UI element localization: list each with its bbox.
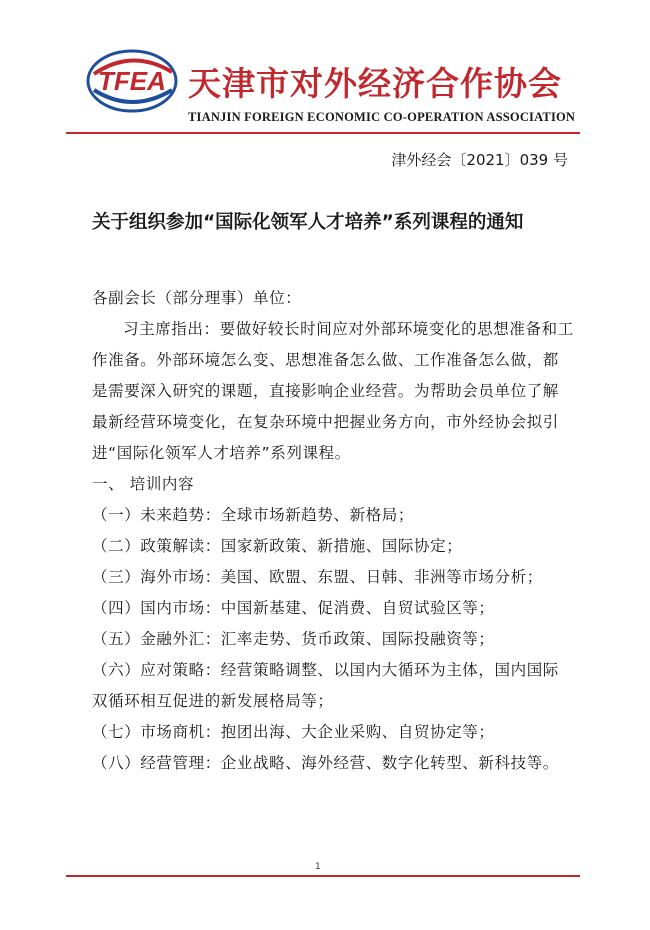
- logo-text: TFEA: [98, 66, 166, 96]
- document-title: 关于组织参加“国际化领军人才培养”系列课程的通知: [92, 212, 524, 233]
- page-number: 1: [315, 862, 321, 872]
- salutation: 各副会长（部分理事）单位：: [92, 289, 302, 307]
- org-name-cn: 天津市对外经济合作协会: [188, 64, 562, 103]
- letterhead: [0, 0, 650, 140]
- list-item: （五）金融外汇：汇率走势、货币政策、国际投融资等；: [92, 630, 495, 648]
- list-item: （一）未来趋势：全球市场新趋势、新格局；: [92, 506, 415, 524]
- header-rule: [66, 132, 580, 134]
- document-body: [92, 283, 574, 779]
- intro-paragraph: 习主席指出：要做好较长时间应对外部环境变化的思想准备和工作准备。外部环境怎么变、思想准备怎么做、工作准备怎么做，都是需要深入研究的课题，直接影响企业经营。为帮助会员单位了解最新经营环境变化，在复杂环境中把握业务方向，市外经协会拟引进“国际化领军人才培养”系列课程。: [92, 320, 574, 462]
- list-item: （六）应对策略：经营策略调整、以国内大循环为主体，国内国际双循环相互促进的新发展格局等；: [92, 661, 559, 710]
- section-heading: 一、 培训内容: [92, 475, 195, 493]
- footer-rule: [66, 875, 580, 877]
- list-item: （七）市场商机：抱团出海、大企业采购、自贸协定等；: [92, 723, 495, 741]
- list-item: （四）国内市场：中国新基建、促消费、自贸试验区等；: [92, 599, 495, 617]
- org-name-en: TIANJIN FOREIGN ECONOMIC CO-OPERATION ASSOCIATION: [188, 110, 576, 124]
- list-item: （三）海外市场：美国、欧盟、东盟、日韩、非洲等市场分析；: [92, 568, 543, 586]
- list-item: （八）经营管理：企业战略、海外经营、数字化转型、新科技等。: [92, 754, 559, 772]
- tfea-logo: [86, 46, 178, 116]
- list-item: （二）政策解读：国家新政策、新措施、国际协定；: [92, 537, 463, 555]
- document-number: 津外经会〔2021〕039 号: [391, 151, 568, 169]
